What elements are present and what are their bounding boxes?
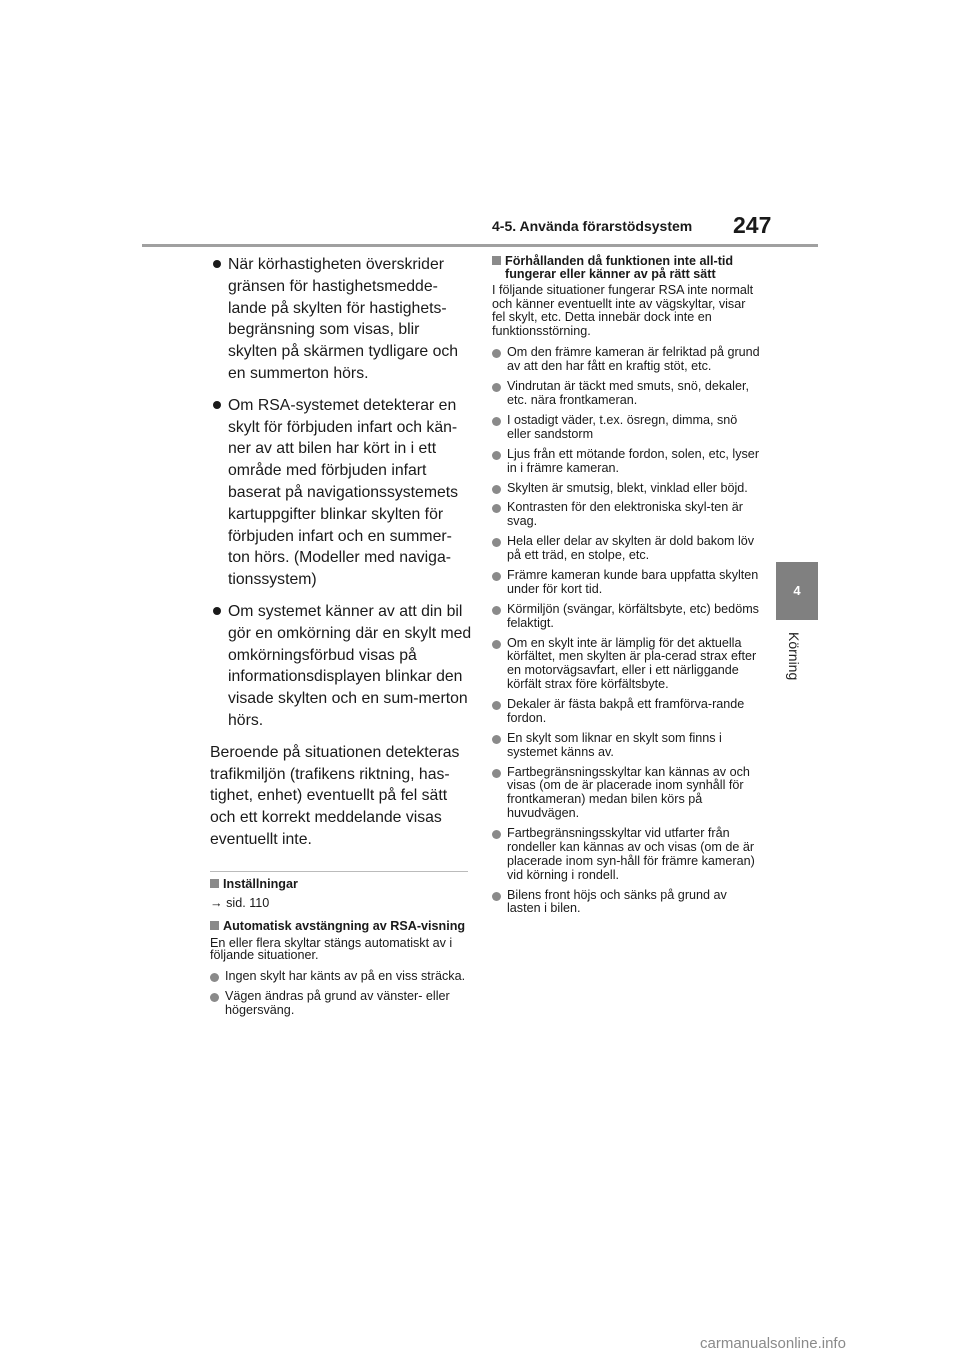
list-item: Om den främre kameran är felriktad på grund av att den har fått en kraftig stöt, etc. — [492, 346, 760, 374]
section-title: 4-5. Använda förarstödsystem — [492, 218, 693, 234]
auto-off-heading-text: Automatisk avstängning av RSA-visning — [223, 919, 466, 934]
square-bullet-icon — [210, 921, 219, 930]
list-item: Dekaler är fästa bakpå ett framförva-rande fordon. — [492, 698, 760, 726]
conditions-heading-text: Förhållanden då funktionen inte all-tid fungerar eller känner av på rätt sätt — [505, 254, 734, 281]
square-bullet-icon — [492, 256, 501, 265]
list-item: Kontrasten för den elektroniska skyl-ten är svag. — [492, 501, 760, 529]
list-item: Vägen ändras på grund av vänster- eller högersväng. — [210, 990, 472, 1018]
list-item: Hela eller delar av skylten är dold bakom löv på ett träd, en stolpe, etc. — [492, 535, 760, 563]
bullet-item: Om RSA-systemet detekterar en skylt för förbjuden infart och kän-ner av att bilen har kört in i ett område med förbjuden infart baserat på navigationssystemets kartuppgifter blinkar skylten för förbjuden infart och en summer-ton hörs. (Modeller med naviga-tionssystem) — [210, 395, 472, 591]
list-item: Vindrutan är täckt med smuts, snö, dekaler, etc. nära frontkameran. — [492, 380, 760, 408]
list-item: Ingen skylt har känts av på en viss sträcka. — [210, 970, 472, 984]
page-number: 247 — [733, 212, 772, 238]
settings-heading-text: Inställningar — [223, 876, 298, 891]
list-item: Bilens front höjs och sänks på grund av lasten i bilen. — [492, 889, 760, 917]
list-item: En skylt som liknar en skylt som finns i systemet känns av. — [492, 732, 760, 760]
header-divider — [142, 244, 818, 247]
list-item: Om en skylt inte är lämplig för det aktuella körfältet, men skylten är pla-cerad strax efter en motorvägsavfart, eller i ett närliggande körfält strax före körfältsbyte. — [492, 637, 760, 692]
auto-off-text: En eller flera skyltar stängs automatiskt av i följande situationer. — [210, 935, 453, 963]
square-bullet-icon — [210, 879, 219, 888]
list-item: Fartbegränsningsskyltar kan kännas av och visas (om de är placerade inom synhåll för frontkameran) medan bilen körs på huvudvägen. — [492, 766, 760, 821]
list-item: Skylten är smutsig, blekt, vinklad eller böjd. — [492, 482, 760, 496]
list-item: Ljus från ett mötande fordon, solen, etc, lyser in i främre kameran. — [492, 448, 760, 476]
list-item: Körmiljön (svängar, körfältsbyte, etc) bedöms felaktigt. — [492, 603, 760, 631]
right-column — [492, 255, 760, 922]
body-paragraph: Beroende på situationen detekteras trafikmiljön (trafikens riktning, has-tighet, enhet) eventuellt på fel sätt och ett korrekt meddelande visas eventuellt inte. — [210, 743, 460, 848]
page-reference-link[interactable]: → sid. 110 — [210, 896, 270, 911]
conditions-heading — [492, 255, 760, 280]
watermark: carmanualsonline.info — [700, 1335, 846, 1352]
list-item: I ostadigt väder, t.ex. ösregn, dimma, snö eller sandstorm — [492, 414, 760, 442]
list-item: Främre kameran kunde bara uppfatta skylten under för kort tid. — [492, 569, 760, 597]
left-column — [210, 254, 472, 1023]
auto-off-heading — [210, 920, 472, 933]
bullet-item: Om systemet känner av att din bil gör en omkörning där en skylt med omkörningsförbud visas på informationsdisplayen blinkar den visade skylten och en sum-merton hörs. — [210, 601, 472, 732]
settings-heading — [210, 878, 472, 891]
conditions-intro: I följande situationer fungerar RSA inte normalt och känner eventuellt inte av vägskyltar, visar fel skylt, etc. Detta innebär dock inte en funktionsstörning. — [492, 283, 754, 338]
bullet-item: När körhastigheten överskrider gränsen för hastighetsmedde-lande på skylten för hastighets-begränsning som visas, blir skylten på skärmen tydligare och en summerton hörs. — [210, 254, 472, 385]
list-item: Fartbegränsningsskyltar vid utfarter från rondeller kan kännas av och visas (om de är placerade inom syn-håll för främre kameran) vid körning i rondell. — [492, 827, 760, 882]
chapter-tab-label: Körning — [786, 632, 802, 681]
section-divider — [210, 871, 468, 872]
chapter-tab-number: 4 — [776, 562, 818, 620]
